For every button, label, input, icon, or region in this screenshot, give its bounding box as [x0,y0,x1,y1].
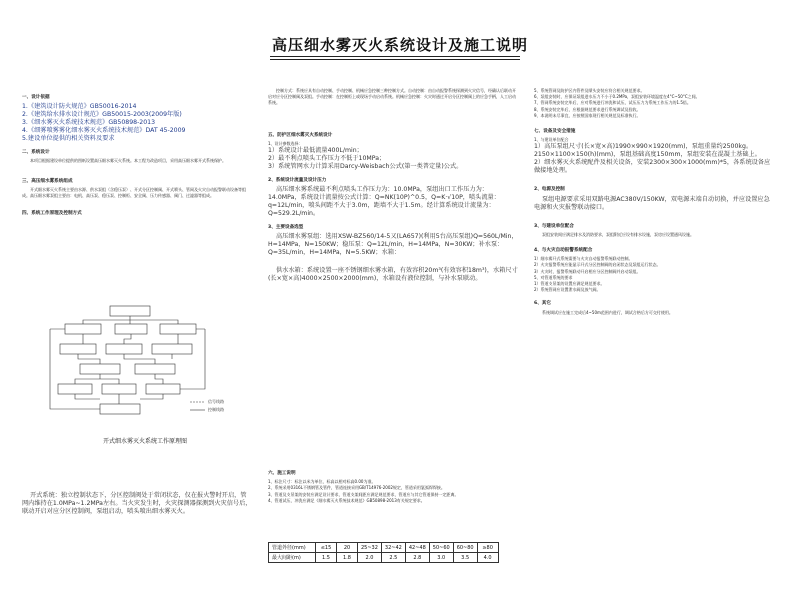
equipment-item: 1）高压泵组尺寸(长×宽×高)1990×990×1920(mm)，泵组重量约2500kg。 [534,143,753,151]
basis-item: 1.《建筑设计防火规范》GB50016-2014 [22,103,137,111]
construction-note: 1、标注尺寸：标注以米为单位，标高以相对标高0.00为准。 [268,479,376,485]
diagram-box [65,324,101,334]
basis-item: 5.建设单位提供的相关资料及要求 [22,135,115,143]
flow-pressure-heading: 2、系统设计流量及设计压力 [268,178,327,184]
diagram-box [80,364,120,374]
equipment-item: 2）细水雾灭火系统配件及相关设备，安装2300×300×1000(mm)*5，各系统设备应做接地处理。 [534,159,771,175]
basis-item: 4.《细雾喷雾雾化细水雾灭火系统技术规范》DAT 45-2009 [22,127,186,135]
table-row [269,553,499,563]
table-cell: 管道外径(mm) [269,543,316,553]
table-row [269,543,499,553]
design-param-item: 2）最不利点喷头工作压力不低于10MPa； [268,155,386,163]
diagram-box [152,344,192,354]
section-1-list [22,103,252,143]
other-text: 系统调试应在施工完成后4~50m范围内进行，调试合格后方可交付使用。 [542,309,673,315]
table-cell: ≥80 [477,543,498,553]
construction-note: 3、管道及支吊架的安装应满足设计要求，管道支架间距应满足规范要求，管道应与其它管道保持一定距离。 [268,491,459,497]
section-6-heading: 六、施工说明 [268,471,296,476]
design-param-item: 1）系统设计最低流量400L/min； [268,147,363,155]
system-diagram [40,302,240,427]
diagram-box [106,344,142,354]
design-param-item: 3）系统管网水力计算采用Darcy-Weisbach公式(第一类普定量)公式。 [268,163,463,171]
table-cell: 32~42 [381,543,405,553]
diagram-caption: 开式细水雾灭火系统工作原理图 [102,438,187,445]
coordination-text: 泵组安装间应满足排水及消防要求，泵组附近应设有排水设施，泵房应设置通风设施。 [542,231,694,237]
install-note: 8、系统安装完毕后，应根据规范要求进行系统调试及验收。 [534,106,641,112]
title-underline-thin [270,59,520,60]
left-bottom-text-block [22,492,252,517]
table-cell: 最大间距(m) [269,553,316,563]
middle-column [268,88,518,284]
diagram-box [60,344,96,354]
diagram-box [102,384,136,394]
construction-note: 2、系统采用0316L不锈钢管及管件，管道连接采用GB/T14976-2002规定，管道采用氩弧焊焊接。 [268,485,445,491]
left-column [22,88,252,219]
table-cell: 2.8 [405,553,429,563]
right-column [534,88,774,317]
construction-notes [268,464,518,504]
diagram-svg [40,302,240,427]
diagram-box [160,324,196,334]
table-cell: 25~32 [358,543,382,553]
section-5-heading: 五、防护区细水雾灭火系统设计 [268,132,333,138]
table-cell: 1.8 [337,553,358,563]
subsection-heading: 6、其它 [534,301,551,307]
alarm-item: 1）管道支吊架的设置应满足规范要求。 [534,281,605,287]
table-cell: 3.5 [453,553,477,563]
table-cell: 2.5 [381,553,405,563]
title-underline [270,56,520,57]
pipe-support-table [268,542,499,563]
table-cell: 60~80 [453,543,477,553]
diagram-box [110,306,150,316]
water-tank-text: 供水水箱：系统设置一座不锈钢细水雾水箱，有效容积20m³(有效容积18m³)，水箱尺寸(长×宽×高)4000×2500×2000(mm)，水箱设有液位控制，与补水泵联动。 [268,267,518,283]
basis-item: 3.《细水雾灭火系统技术规范》GB50898-2013 [22,119,156,127]
table-cell: 2.0 [358,553,382,563]
table-cell: 4.0 [477,553,498,563]
alarm-item: 3）火灾时，报警系统联动开启相应分区控制阀并启动泵组。 [534,268,641,274]
diagram-box [58,384,92,394]
alarm-item: 2）火灾报警系统应能显示开式分区控制阀的启闭状态及泵组运行状态。 [534,262,661,268]
subsection-heading: 4、与火灾自动报警系统配合 [534,248,593,254]
section-3-heading: 三、高压细水雾系统组成 [22,178,73,184]
diagram-box [115,324,147,334]
legend-control-line: 控制线路 [208,407,224,412]
page-title: 高压细水雾灭火系统设计及施工说明 [271,36,528,54]
diagram-box [100,404,140,414]
basis-item: 2.《建筑给水排水设计规范》GB50015-2003(2009年版) [22,111,182,119]
install-note: 6、泵组安装时，应保证泵组进水压力不小于0.2MPa，泵组安装环境温度在4°C~50°C之间。 [534,94,700,100]
working-principle-text: 开式系统：独立控制状态下，分区控制阀处于常闭状态，仅在报火警时开启，管网内维持在1.0MPa~1.2MPa左右。当火灾发生时，火灾探测器探测到火灾信号后，联动开启对应分区控制阀，泵组启动，喷头喷出细水雾灭火。 [22,492,252,515]
power-text: 泵组电源要求采用双路电源AC380V/150KW，双电源末端自动切换，并应设置应急电源和火灾报警联动接口。 [534,195,770,211]
legend-signal-line: 信号线路 [208,399,224,404]
diagram-box [135,364,175,374]
construction-note: 4、管道试压，冲洗应满足《细水雾灭火系统技术规范》GB50898-2013有关规定要求。 [268,497,425,503]
section-1-heading: 一、设计依据 [22,95,50,100]
equipment-heading: 3、主要设备选型 [268,225,304,231]
diagram-box [146,384,180,394]
equipment-text: 高压细水雾泵组：选用XSW-BZ560/14-5又(LA657)(利用5台高压泵组)Q=560L/Min，H=14MPa，N=150KW；稳压泵：Q=12L/min，H=14MPa，N=30KW；补水泵：Q=35L/min，H=14MPa，N=5.5KW；水箱： [268,233,518,257]
flow-pressure-text: 高压细水雾系统最不利点喷头工作压力为：10.0MPa，泵组出口工作压力为：14.0MPa，系统设计流量按公式计算：Q=NK(10P)^0.5，Q=K·√10P，喷头流量：q=12L/min，喷头间距不大于3.0m，距墙不大于1.5m。经计算系统设计流量为：Q=529.2L/min。 [268,186,500,218]
section-4-heading: 四、系统工作原理及控制方式 [22,211,82,217]
table-cell: 3.0 [429,553,453,563]
control-mode-text: 控制方式：系统应具有自动控制、手动控制、机械应急控制三种控制方式。自动控制：由自动报警系统探测到火灾信号，经确认后联动开启对应分区控制阀及泵组。手动控制：在控制柜上或现场手动启动系统。机械应急控制：火灾时通过开启分区控制阀上的应急手柄，人工启动系统。 [268,88,516,106]
section-7-heading: 七、设备及安全措施 [534,129,576,135]
install-note: 7、管网系统安装完毕后，应对系统进行冲洗和试压，试压压力为系统工作压力的1.5倍。 [534,100,691,106]
alarm-item: 5、对管道系统的要求 [534,274,573,280]
section-3-text: 开式细水雾灭火系统主要由水源、供水泵组（含稳压泵）、开式分区控制阀、开式喷头、管网及火灾自动报警联动设备等组成。高压细水雾泵组主要由：电机、高压泵、稳压泵、控制柜、安全阀、压力传感器、阀门、过滤器等组成。 [22,186,246,199]
section-2-text: 本项目根据建设单位提供的图纸设置高压细水雾灭火系统。本工程为改造项目，采用高压细水雾开式系统保护。 [30,158,226,164]
install-note: 5、系统管网及防护区内管件及喷头安装应符合相关规范要求。 [534,88,645,93]
table-cell: ≤15 [316,543,337,553]
table-cell: 50~60 [429,543,453,553]
table-cell: 42~48 [405,543,429,553]
install-note: 9、本说明未尽事宜，应按照国家现行相关规范及标准执行。 [534,112,641,118]
equipment-item: 2150×1100×150(h)(mm)，泵组基础高度150mm，泵组安装在混凝土基础上。 [534,151,761,159]
subsection-heading: 2、电源及控制 [534,187,565,193]
subsection-heading: 1、与建设单位配合 [534,137,569,143]
design-params-heading: 1、设计参数选择： [268,140,303,146]
alarm-item: 1）细水雾开式系统需要与火灾自动报警系统联动控制。 [534,256,633,262]
alarm-item: 2）系统管网应设置泄水阀及放气阀。 [534,287,601,293]
subsection-heading: 3、与建设单位配合 [534,223,574,229]
table-cell: 20 [337,543,358,553]
section-2-heading: 二、系统设计 [22,150,50,156]
table-cell: 1.5 [316,553,337,563]
